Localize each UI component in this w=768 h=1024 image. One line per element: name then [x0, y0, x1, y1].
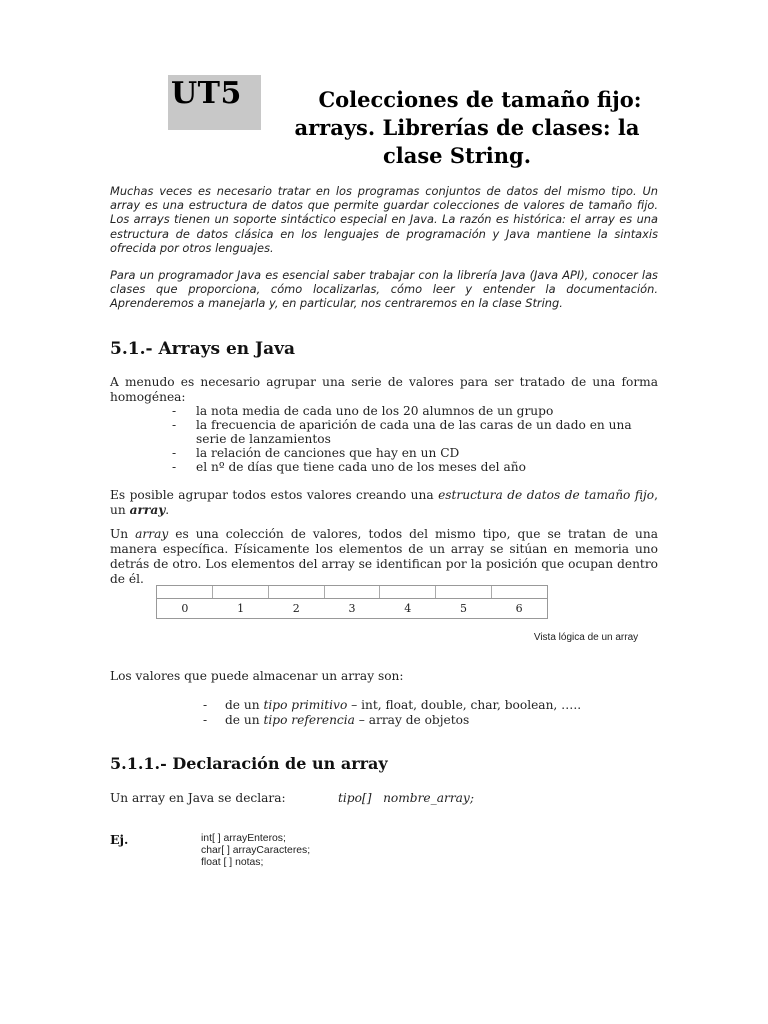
code-example [201, 833, 310, 870]
array-cells-top [156, 585, 548, 599]
value-types-list [203, 698, 663, 728]
array-diagram [156, 585, 548, 619]
array-index-row [156, 599, 548, 619]
text-run: es una colección de valores, todos del mismo tipo, que se tratan de una manera específica. Físicamente los elementos de un array se sitúan en memoria uno detrás de otro. Los elementos del array se identifican por la posición que ocupan dentro de él. [110, 527, 658, 586]
array-index: 3 [348, 602, 356, 615]
emphasis-text: estructura de datos de tamaño fijo [438, 488, 655, 502]
list-item [203, 713, 663, 728]
section-5-1-paragraph-4: Los valores que puede almacenar un array son: [110, 669, 404, 683]
text-run: Es posible agrupar todos estos valores creando una [110, 488, 439, 502]
text-run: – array de objetos [354, 713, 470, 727]
title-line-2: arrays. Librerías de clases: la [294, 115, 640, 140]
text-run: de un [225, 698, 264, 712]
text-run: , un [110, 488, 658, 517]
array-index: 2 [292, 602, 300, 615]
list-item: - la frecuencia de aparición de cada una de las caras de un dado en una serie de lanzamientos [172, 418, 660, 446]
array-index: 6 [515, 602, 523, 615]
array-cell [157, 586, 213, 598]
array-cell [213, 586, 269, 598]
array-index: 0 [181, 602, 189, 615]
strong-emphasis-text: array [129, 503, 166, 517]
examples-list [172, 404, 660, 474]
array-index: 1 [237, 602, 245, 615]
document-title [262, 86, 672, 170]
section-5-1-paragraph-2 [110, 488, 658, 518]
emphasis-text: array [135, 527, 169, 541]
list-item: - la nota media de cada uno de los 20 alumnos de un grupo [172, 404, 660, 418]
array-cell [380, 586, 436, 598]
example-label: Ej. [110, 832, 129, 847]
list-item: - la relación de canciones que hay en un CD [172, 446, 660, 460]
section-5-1-paragraph-3 [110, 527, 658, 587]
section-heading-5-1-1: 5.1.1.- Declaración de un array [110, 754, 388, 773]
array-diagram-caption: Vista lógica de un array [533, 632, 639, 643]
array-cell [492, 586, 547, 598]
text-run: . [165, 503, 170, 517]
code-line: int[ ] arrayEnteros; [201, 833, 286, 844]
intro-paragraph-2: Para un programador Java es esencial saber trabajar con la librería Java (Java API), conocer las clases que proporciona, cómo localizarlas, cómo leer y entender la documentación. Aprenderemos a manejarla y, en particular, nos centraremos en la clase String. [110, 268, 658, 311]
code-line: float [ ] notas; [201, 857, 264, 869]
title-line-1: Colecciones de tamaño fijo: [318, 87, 642, 112]
array-index: 4 [404, 602, 412, 615]
text-run: de un [225, 713, 264, 727]
title-line-3: clase String. [382, 143, 532, 168]
unit-label-box [168, 75, 261, 130]
declaration-syntax: tipo[] nombre_array; [338, 791, 474, 805]
emphasis-text: tipo primitivo [263, 698, 348, 712]
intro-paragraph-1: Muchas veces es necesario tratar en los programas conjuntos de datos del mismo tipo. Un array es una estructura de datos que permite guardar colecciones de valores de tamaño fijo. Los arrays tienen un soporte sintáctico especial en Java. La razón es histórica: el array es una estructura de datos clásica en los lenguajes de programación y Java mantiene la sintaxis ofrecida por otros lenguajes. [110, 184, 658, 255]
section-heading-5-1: 5.1.- Arrays en Java [110, 339, 295, 359]
section-5-1-paragraph-1: A menudo es necesario agrupar una serie de valores para ser tratado de una forma homogénea: [110, 375, 658, 404]
text-run: – int, float, double, char, boolean, ….. [347, 698, 582, 712]
unit-label: UT5 [171, 76, 242, 111]
array-cell [325, 586, 381, 598]
array-cell [436, 586, 492, 598]
array-cell [269, 586, 325, 598]
text-run: Un [110, 527, 136, 541]
declaration-label: Un array en Java se declara: [110, 791, 286, 805]
code-line: char[ ] arrayCaracteres; [201, 845, 311, 857]
array-index: 5 [459, 602, 467, 615]
emphasis-text: tipo referencia [263, 713, 355, 727]
list-item [203, 698, 663, 713]
list-item: - el nº de días que tiene cada uno de los meses del año [172, 460, 660, 474]
